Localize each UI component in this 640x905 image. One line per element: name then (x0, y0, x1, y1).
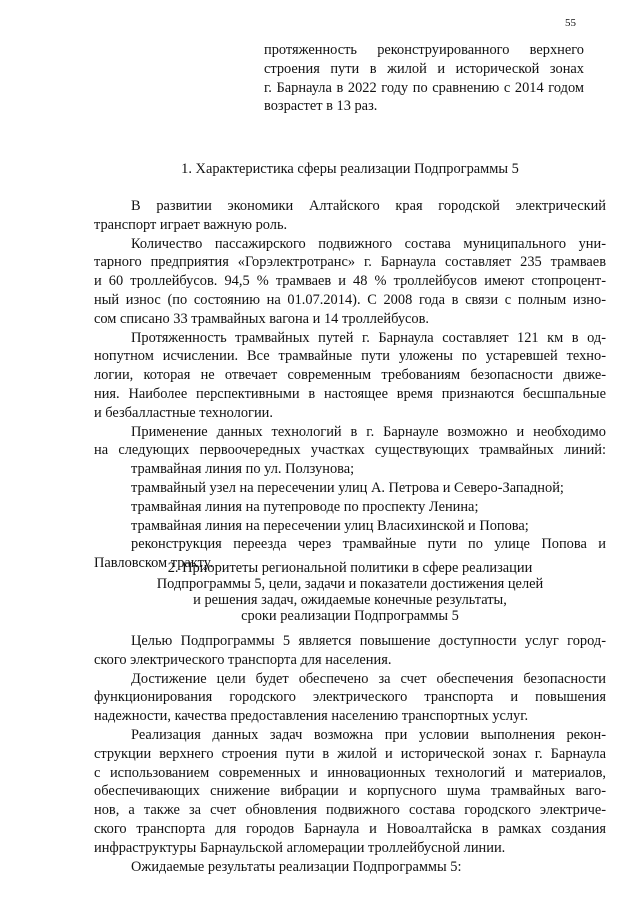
text-line: В развитии экономики Алтайского края городской электрический (131, 198, 606, 214)
section-1-heading: 1. Характеристика сферы реализации Подпрограммы 5 (181, 161, 519, 177)
text-line: функционирования городского электрического транспорта и повышения (94, 689, 606, 706)
list-item: реконструкция переезда через трамвайные пути по улице Попова и (131, 536, 606, 553)
text-line: инфраструктуры Барнаульской агломерации троллейбусной линии. (94, 839, 506, 856)
list-item: трамвайная линия на пересечении улиц Власихинской и Попова; (131, 517, 529, 534)
text-line: ского транспорта для городов Барнаула и Новоалтайска в рамках создания (94, 820, 606, 837)
text-line: Протяженность трамвайных путей г. Барнаула составляет 121 км в од- (131, 329, 606, 346)
text-line: и безбалластные технологии. (94, 404, 273, 421)
text-line: нов, а также за счет обновления подвижного состава городского электриче- (94, 802, 606, 819)
heading-line: Подпрограммы 5, цели, задачи и показатели достижения целей (156, 576, 544, 592)
text-line: Ожидаемые результаты реализации Подпрограммы 5: (131, 858, 462, 875)
text-line: Павловском тракту. (94, 555, 214, 572)
text-line: протяженность реконструированного верхнего (264, 42, 584, 58)
text-line: нопутном исчислении. Все трамвайные пути уложены по устаревшей техно- (94, 348, 606, 365)
text-line: ный износ (по состоянию на 01.07.2014). С 2008 года в связи с полным изно- (94, 291, 606, 308)
text-line: надежности, качества предоставления населению транспортных услуг. (94, 708, 529, 725)
text-line: ского электрического транспорта для населения. (94, 651, 392, 668)
section-2-body (94, 632, 606, 876)
text-line: тарного предприятия «Горэлектротранс» г. Барнаула составляет 235 трамваев (94, 254, 606, 271)
list-item: трамвайный узел на пересечении улиц А. Петрова и Северо-Западной; (131, 479, 564, 496)
text-line: строения пути в жилой и исторической зонах (264, 60, 584, 77)
text-line: сом списано 33 трамвайных вагона и 14 троллейбусов. (94, 310, 430, 327)
text-line: на следующих первоочередных участках существующих трамвайных линий: (94, 442, 606, 459)
text-line: логии, которая не отвечает современным требованиям безопасности движе- (94, 367, 606, 384)
list-item: трамвайная линия по ул. Ползунова; (131, 461, 355, 478)
list-item: трамвайная линия на путепроводе по проспекту Ленина; (131, 498, 479, 515)
heading-line: 2. Приоритеты региональной политики в сфере реализации (167, 560, 533, 576)
text-line: струкции верхнего строения пути в жилой и исторической зонах г. Барнаула (94, 745, 606, 762)
section-2-heading (94, 560, 606, 624)
page-number: 55 (565, 17, 576, 29)
text-line: Количество пассажирского подвижного состава муниципального уни- (131, 235, 606, 252)
text-line: Реализация данных задач возможна при условии выполнения рекон- (131, 726, 606, 743)
text-line: ния. Наиболее перспективными в настоящее время признаются бесшпальные (94, 385, 606, 402)
text-line: возрастет в 13 раз. (264, 98, 378, 115)
heading-line: сроки реализации Подпрограммы 5 (241, 608, 459, 624)
intro-paragraph (264, 41, 584, 116)
text-line: Применение данных технологий в г. Барнауле возможно и необходимо (131, 423, 606, 440)
heading-line: и решения задач, ожидаемые конечные результаты, (193, 592, 507, 608)
text-line: транспорт играет важную роль. (94, 216, 288, 233)
text-line: с использованием современных и инновационных технологий и материалов, (94, 764, 606, 781)
text-line: г. Барнаула в 2022 году по сравнению с 2014 годом (264, 79, 584, 96)
text-line: Целью Подпрограммы 5 является повышение доступности услуг город- (131, 633, 606, 649)
text-line: и 60 троллейбусов. 94,5 % трамваев и 48 % троллейбусов имеют стопроцент- (94, 273, 606, 290)
text-line: Достижение цели будет обеспечено за счет обеспечения безопасности (131, 670, 606, 687)
text-line: обеспечивающих снижение вибрации и корпусного шума трамвайных ваго- (94, 783, 606, 800)
section-1-body (94, 197, 606, 573)
